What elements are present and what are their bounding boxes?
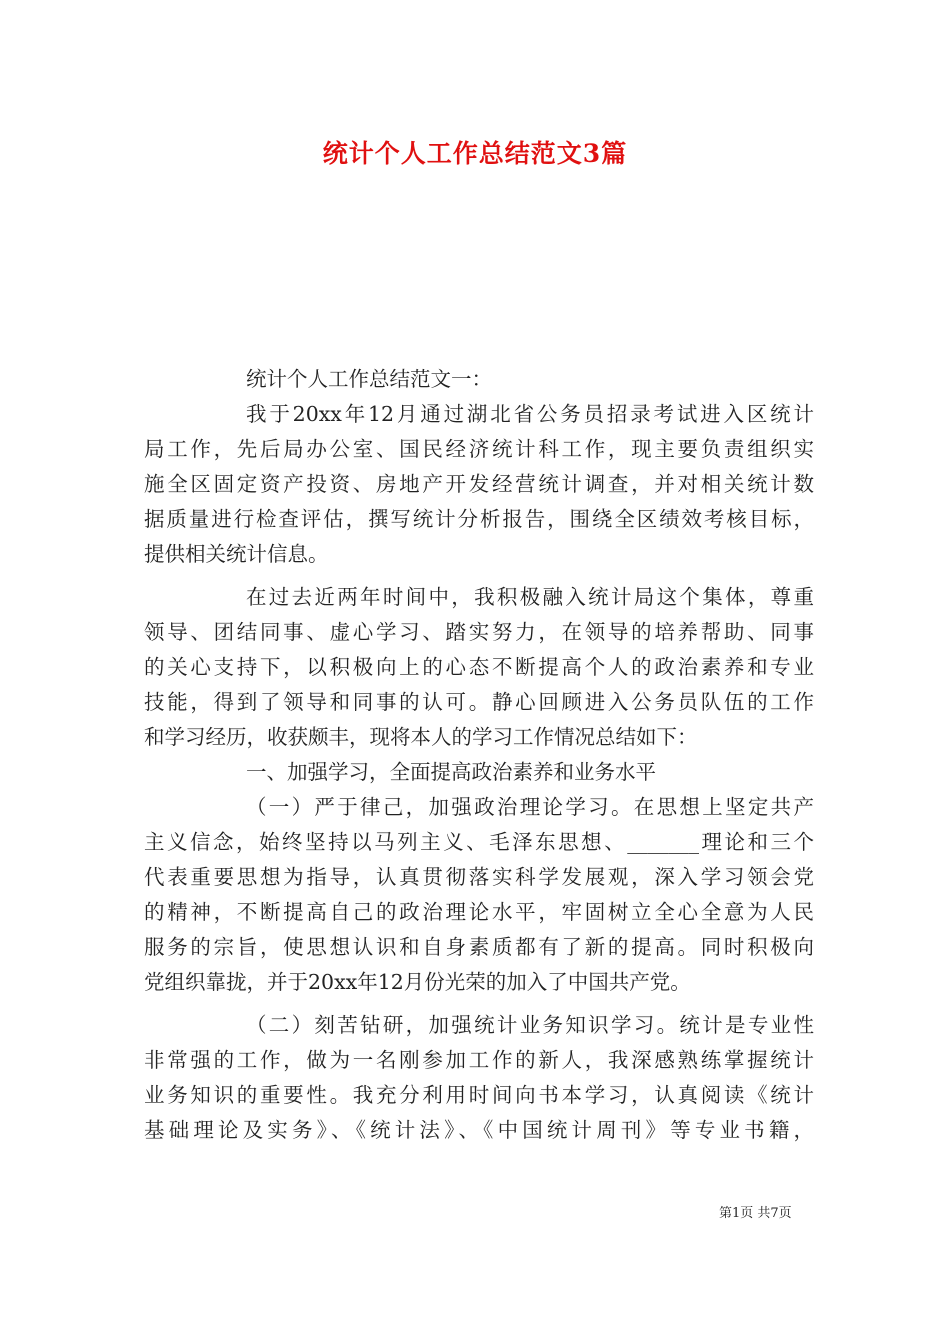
page-number-footer: 第1页 共7页 <box>719 1206 792 1221</box>
document-title: 统计个人工作总结范文3篇 <box>322 139 628 168</box>
paragraph-line: 代表重要思想为指导，认真贯彻落实科学发展观，深入学习领会党 <box>144 865 814 889</box>
paragraph-line: 在过去近两年时间中，我积极融入统计局这个集体，尊重 <box>246 585 814 609</box>
paragraph-line: 领导、团结同事、虚心学习、踏实努力，在领导的培养帮助、同事 <box>144 620 814 644</box>
document-body <box>144 362 814 1148</box>
paragraph-line: 服务的宗旨，使思想认识和自身素质都有了新的提高。同时积极向 <box>144 935 814 959</box>
paragraph-line: 技能，得到了领导和同事的认可。静心回顾进入公务员队伍的工作 <box>144 690 814 714</box>
paragraph-line: 业务知识的重要性。我充分利用时间向书本学习，认真阅读《统计 <box>144 1083 814 1107</box>
paragraph-line: 主义信念，始终坚持以马列主义、毛泽东思想、_______理论和三个 <box>144 830 814 854</box>
paragraph-line: 的关心支持下，以积极向上的心态不断提高个人的政治素养和专业 <box>144 655 814 679</box>
paragraph-line: 非常强的工作，做为一名刚参加工作的新人，我深感熟练掌握统计 <box>144 1048 814 1072</box>
paragraph-line: 提供相关统计信息。 <box>144 542 329 566</box>
paragraph-line: 的精神，不断提高自己的政治理论水平，牢固树立全心全意为人民 <box>144 900 814 924</box>
paragraph-line: 施全区固定资产投资、房地产开发经营统计调查，并对相关统计数 <box>144 472 814 496</box>
paragraph-line: 党组织靠拢，并于20xx年12月份光荣的加入了中国共产党。 <box>144 970 691 994</box>
paragraph-line: （二）刻苦钻研，加强统计业务知识学习。统计是专业性 <box>246 1013 814 1037</box>
section-heading: 统计个人工作总结范文一： <box>246 367 492 391</box>
paragraph-line: 局工作，先后局办公室、国民经济统计科工作，现主要负责组织实 <box>144 437 814 461</box>
paragraph-line: 和学习经历，收获颇丰，现将本人的学习工作情况总结如下： <box>144 725 698 749</box>
section-heading: 一、加强学习，全面提高政治素养和业务水平 <box>246 760 656 784</box>
paragraph-line: 我于20xx年12月通过湖北省公务员招录考试进入区统计 <box>246 402 814 426</box>
paragraph-line: 据质量进行检查评估，撰写统计分析报告，围绕全区绩效考核目标， <box>144 507 814 531</box>
paragraph-line: 基础理论及实务》、《统计法》、《中国统计周刊》等专业书籍， <box>144 1118 814 1142</box>
paragraph-line: （一）严于律己，加强政治理论学习。在思想上坚定共产 <box>246 795 814 819</box>
